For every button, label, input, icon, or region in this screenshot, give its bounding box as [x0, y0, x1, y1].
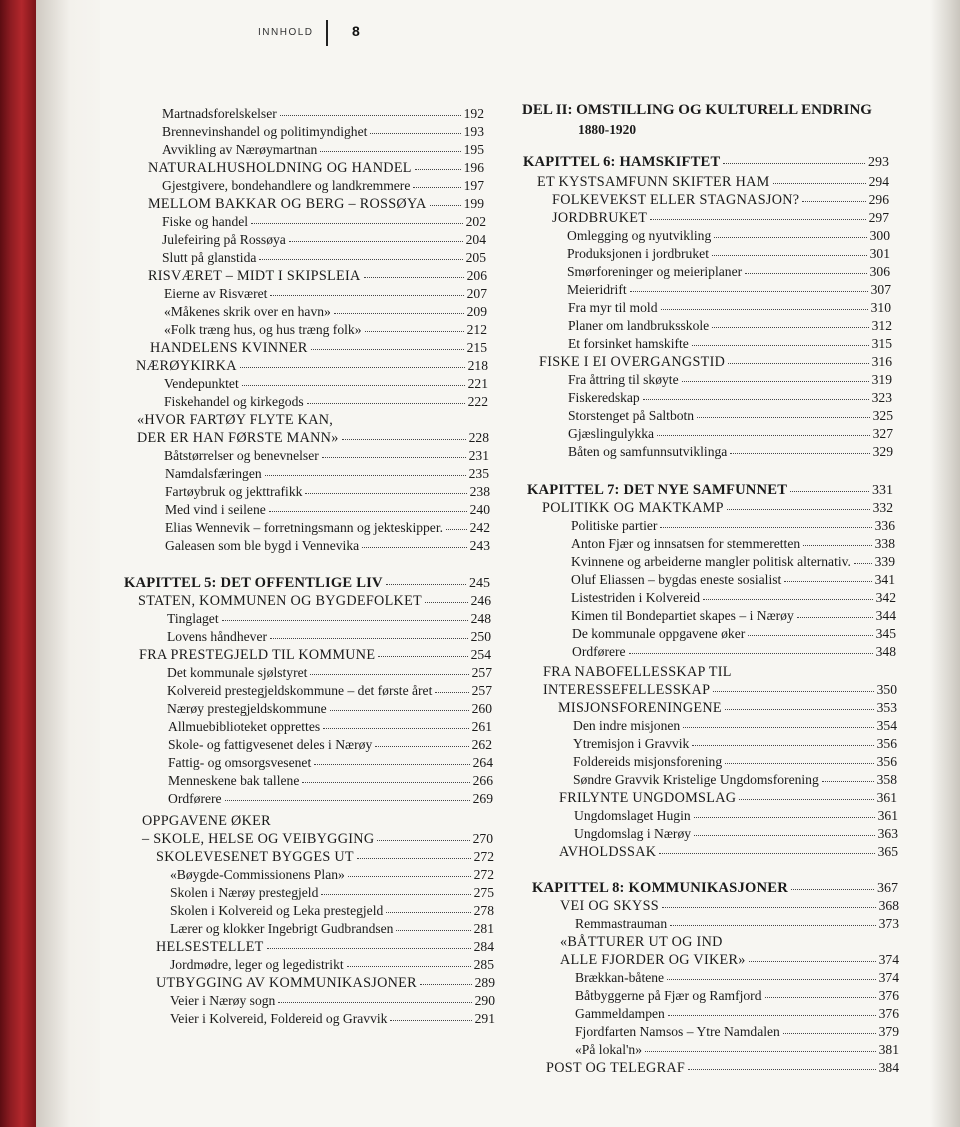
toc-entry-title: Politiske partier — [571, 518, 658, 533]
toc-entry-title: Den indre misjonen — [573, 718, 681, 733]
toc-entry — [572, 645, 896, 659]
toc-entry-page: 379 — [878, 1024, 899, 1039]
toc-entry-page: 284 — [473, 939, 494, 954]
dot-leader — [748, 635, 872, 636]
dot-leader — [683, 727, 873, 728]
toc-entry-page: 290 — [474, 993, 495, 1008]
toc-entry-page: 344 — [875, 608, 896, 623]
toc-entry-title: Gjæslingulykka — [568, 426, 655, 441]
dot-leader — [703, 599, 873, 600]
toc-entry — [571, 609, 896, 623]
toc-entry-title: Brennevinshandel og politimyndighet — [162, 124, 368, 139]
toc-entry-title: Foldereids misjonsforening — [573, 754, 723, 769]
toc-entry-page: 269 — [472, 791, 493, 806]
toc-entry-title: KAPITTEL 5: DET OFFENTLIGE LIV — [124, 575, 383, 591]
toc-entry-title: POST OG TELEGRAF — [546, 1060, 686, 1076]
dot-leader — [854, 563, 872, 564]
toc-entry — [568, 319, 892, 333]
toc-entry-title: Lovens håndhever — [167, 629, 268, 644]
toc-entry-page: 354 — [876, 718, 897, 733]
dot-leader — [661, 309, 868, 310]
toc-entry — [571, 591, 896, 605]
toc-entry-title: Listestriden i Kolvereid — [571, 590, 701, 605]
toc-entry — [568, 445, 893, 459]
toc-entry-page: 215 — [466, 340, 487, 355]
toc-entry-title: «HVOR FARTØY FLYTE KAN, — [137, 412, 334, 428]
toc-entry-page: 358 — [876, 772, 897, 787]
toc-entry — [568, 373, 892, 387]
dot-leader — [692, 345, 869, 346]
toc-entry-title: Fattig- og omsorgsvesenet — [168, 755, 312, 770]
toc-entry-title: KAPITTEL 8: KOMMUNIKASJONER — [532, 880, 788, 896]
toc-entry-title: Ordførere — [572, 644, 626, 659]
toc-entry — [552, 193, 889, 207]
toc-entry — [573, 719, 897, 733]
toc-entry-title: Avvikling av Nærøymartnan — [162, 142, 318, 157]
toc-entry — [567, 283, 891, 297]
toc-entry-page: 264 — [472, 755, 493, 770]
toc-entry-title: FRA NABOFELLESSKAP TIL — [543, 664, 732, 680]
toc-entry-page: 376 — [878, 988, 899, 1003]
toc-entry-title: Veier i Kolvereid, Foldereid og Gravvik — [170, 1011, 388, 1026]
toc-entry-title: Elias Wennevik – forretningsmann og jekteskipper. — [165, 520, 444, 535]
toc-entry-page: 272 — [473, 849, 494, 864]
toc-entry-page: 199 — [463, 196, 484, 211]
toc-entry-page: 222 — [467, 394, 488, 409]
dot-leader — [650, 219, 865, 220]
toc-entry-page: 368 — [878, 898, 899, 913]
toc-entry-title: Storstenget på Saltbotn — [568, 408, 695, 423]
toc-entry-page: 306 — [869, 264, 890, 279]
toc-entry-title: Søndre Gravvik Kristelige Ungdomsforening — [573, 772, 819, 787]
dot-leader — [783, 1033, 876, 1034]
toc-entry-page: 291 — [474, 1011, 495, 1026]
toc-entry-page: 316 — [871, 354, 892, 369]
toc-entry-title: Brækkan-båtene — [575, 970, 665, 985]
toc-entry-title: NATURALHUSHOLDNING OG HANDEL — [148, 160, 412, 176]
toc-entry-page: 338 — [874, 536, 895, 551]
toc-entry-page: 373 — [878, 916, 899, 931]
dot-leader — [667, 979, 876, 980]
dot-leader — [660, 527, 871, 528]
toc-entry-title: Fjordfarten Namsos – Ytre Namdalen — [575, 1024, 780, 1039]
toc-entry — [574, 827, 898, 841]
toc-entry-page: 376 — [878, 1006, 899, 1021]
toc-entry-page: 296 — [868, 192, 889, 207]
toc-entry-title: Fra åttring til skøyte — [568, 372, 679, 387]
toc-entry-title: SKOLEVESENET BYGGES UT — [156, 849, 354, 865]
toc-entry-title: Meieridrift — [567, 282, 627, 297]
dot-leader — [688, 1069, 876, 1070]
toc-entry — [527, 483, 893, 498]
toc-entry-title: AVHOLDSSAK — [559, 844, 657, 860]
toc-entry-page: 206 — [466, 268, 487, 283]
toc-entry-page: 323 — [871, 390, 892, 405]
toc-entry-title: «Bøygde-Commissionens Plan» — [170, 867, 345, 882]
toc-entry-page: 353 — [876, 700, 897, 715]
toc-entry-title: Nærøy prestegjeldskommune — [167, 701, 327, 716]
toc-entry-title: INTERESSEFELLESSKAP — [543, 682, 711, 698]
toc-entry-title: Ytremisjon i Gravvik — [573, 736, 690, 751]
toc-entry-page: 345 — [875, 626, 896, 641]
toc-entry-title: Anton Fjær og innsatsen for stemmeretten — [571, 536, 801, 551]
toc-entry-title: FOLKEVEKST ELLER STAGNASJON? — [552, 192, 800, 208]
toc-entry-page: 289 — [474, 975, 495, 990]
dot-leader — [727, 509, 870, 510]
toc-entry-title: Fiskehandel og kirkegods — [164, 394, 304, 409]
dot-leader — [802, 201, 865, 202]
toc-entry-title: Galeasen som ble bygd i Vennevika — [165, 538, 360, 553]
toc-entry-title: Det kommunale sjølstyret — [167, 665, 308, 680]
toc-entry — [543, 683, 897, 697]
toc-entry-title: Fra myr til mold — [568, 300, 658, 315]
toc-entry-page: 350 — [876, 682, 897, 697]
toc-entry — [560, 899, 899, 913]
toc-entry — [571, 519, 895, 533]
toc-entry — [568, 391, 892, 405]
toc-entry-page: 218 — [467, 358, 488, 373]
toc-entry-title: Tinglaget — [167, 611, 219, 626]
toc-entry — [537, 175, 889, 189]
toc-entry-page: 365 — [877, 844, 898, 859]
toc-entry-title: Slutt på glanstida — [162, 250, 257, 265]
dot-leader — [773, 183, 866, 184]
toc-entry-title: UTBYGGING AV KOMMUNIKASJONER — [156, 975, 417, 991]
toc-entry-page: 374 — [878, 970, 899, 985]
toc-entry-page: 240 — [469, 502, 490, 517]
toc-entry — [574, 809, 898, 823]
toc-entry — [567, 265, 890, 279]
toc-entry-page: 209 — [466, 304, 487, 319]
toc-entry — [573, 773, 897, 787]
toc-entry-title: Kolvereid prestegjeldskommune – det første året — [167, 683, 433, 698]
dot-leader — [670, 925, 875, 926]
toc-entry — [560, 935, 723, 949]
toc-entry-title: Fiske og handel — [162, 214, 249, 229]
toc-entry-title: Vendepunktet — [164, 376, 239, 391]
toc-entry-title: Båten og samfunnsutviklinga — [568, 444, 728, 459]
toc-entry-title: Martnadsforelskelser — [162, 106, 277, 121]
toc-entry — [539, 355, 892, 369]
toc-entry-page: 238 — [469, 484, 490, 499]
toc-entry-page: 260 — [471, 701, 492, 716]
dot-leader — [657, 435, 870, 436]
toc-entry-page: 381 — [878, 1042, 899, 1057]
toc-entry-page: 257 — [471, 665, 492, 680]
toc-entry-title: «Folk træng hus, og hus træng folk» — [164, 322, 362, 337]
toc-entry-page: 327 — [872, 426, 893, 441]
toc-entry-page: 384 — [878, 1060, 899, 1075]
toc-entry — [560, 953, 899, 967]
toc-entry — [571, 573, 895, 587]
toc-entry-page: 228 — [468, 430, 489, 445]
toc-entry-title: DER ER HAN FØRSTE MANN» — [137, 430, 339, 446]
toc-entry-page: 315 — [871, 336, 892, 351]
toc-entry-title: Båtbyggerne på Fjær og Ramfjord — [575, 988, 762, 1003]
toc-entry-page: 257 — [471, 683, 492, 698]
toc-entry-page: 196 — [463, 160, 484, 175]
toc-entry-title: ALLE FJORDER OG VIKER» — [560, 952, 746, 968]
dot-leader — [822, 781, 874, 782]
toc-entry-title: Omlegging og nyutvikling — [567, 228, 712, 243]
dot-leader — [784, 581, 871, 582]
toc-entry-page: 342 — [875, 590, 896, 605]
toc-entry-title: Gjestgivere, bondehandlere og landkremmere — [162, 178, 411, 193]
toc-entry-title: RISVÆRET – MIDT I SKIPSLEIA — [148, 268, 361, 284]
toc-entry-page: 294 — [868, 174, 889, 189]
toc-entry-title: Produksjonen i jordbruket — [567, 246, 709, 261]
toc-entry — [573, 755, 897, 769]
toc-entry-title: Menneskene bak tallene — [168, 773, 300, 788]
toc-entry-title: Båtstørrelser og benevnelser — [164, 448, 319, 463]
toc-entry-page: 363 — [877, 826, 898, 841]
toc-entry — [573, 737, 897, 751]
toc-entry-page: 300 — [869, 228, 890, 243]
dot-leader — [662, 907, 876, 908]
toc-entry-page: 192 — [463, 106, 484, 121]
dot-leader — [682, 381, 869, 382]
toc-entry-title: Allmuebiblioteket opprettes — [168, 719, 321, 734]
dot-leader — [749, 961, 876, 962]
toc-entry — [571, 537, 895, 551]
toc-entry-page: 204 — [465, 232, 486, 247]
page-number: 8 — [352, 23, 360, 39]
toc-entry — [575, 917, 899, 931]
toc-entry-page: 285 — [473, 957, 494, 972]
toc-entry — [575, 971, 899, 985]
toc-entry-title: JORDBRUKET — [552, 210, 648, 226]
toc-entry-title: Ungdomslaget Hugin — [574, 808, 691, 823]
toc-entry-page: 242 — [469, 520, 490, 535]
toc-entry-page: 246 — [470, 593, 491, 608]
toc-entry-title: Remmastrauman — [575, 916, 668, 931]
toc-entry-page: 245 — [469, 576, 490, 591]
toc-entry-page: 332 — [872, 500, 893, 515]
toc-entry-page: 248 — [470, 611, 491, 626]
toc-entry-title: DEL II: OMSTILLING OG KULTURELL ENDRING — [522, 102, 872, 118]
toc-entry-title: MELLOM BAKKAR OG BERG – ROSSØYA — [148, 196, 427, 212]
toc-entry-title: FISKE I EI OVERGANGSTID — [539, 354, 726, 370]
toc-entry — [523, 155, 889, 170]
toc-entry — [575, 989, 899, 1003]
toc-entry — [542, 501, 893, 515]
toc-entry-page: 293 — [868, 155, 889, 170]
toc-entry-page: 243 — [469, 538, 490, 553]
toc-entry-page: 339 — [874, 554, 895, 569]
toc-entry-page: 367 — [877, 881, 898, 896]
toc-entry-title: HELSESTELLET — [156, 939, 264, 955]
toc-entry — [578, 123, 636, 136]
toc-entry — [568, 337, 892, 351]
dot-leader — [725, 709, 874, 710]
toc-entry-page: 331 — [872, 483, 893, 498]
dot-leader — [739, 799, 873, 800]
toc-entry-title: Skolen i Kolvereid og Leka prestegjeld — [170, 903, 384, 918]
toc-entry-page: 281 — [473, 921, 494, 936]
toc-entry-page: 329 — [872, 444, 893, 459]
toc-entry-page: 262 — [471, 737, 492, 752]
toc-entry-title: Veier i Nærøy sogn — [170, 993, 276, 1008]
toc-entry — [575, 1043, 899, 1057]
dot-leader — [694, 817, 875, 818]
dot-leader — [694, 835, 875, 836]
dot-leader — [629, 653, 873, 654]
toc-entry-page: 310 — [870, 300, 891, 315]
toc-entry-page: 301 — [869, 246, 890, 261]
toc-entry — [559, 845, 898, 859]
toc-entry-page: 297 — [868, 210, 889, 225]
toc-entry-page: 205 — [465, 250, 486, 265]
toc-entry — [575, 1007, 899, 1021]
toc-entry-title: De kommunale oppgavene øker — [572, 626, 746, 641]
dot-leader — [725, 763, 873, 764]
toc-entry-page: 307 — [870, 282, 891, 297]
toc-entry-title: Et forsinket hamskifte — [568, 336, 689, 351]
toc-entry-title: Kvinnene og arbeiderne mangler politisk alternativ. — [571, 554, 851, 569]
toc-entry-page: 275 — [473, 885, 494, 900]
toc-entry-title: «BÅTTURER UT OG IND — [560, 934, 723, 950]
toc-entry-page: 336 — [874, 518, 895, 533]
toc-entry-title: Jordmødre, leger og legedistrikt — [170, 957, 344, 972]
toc-entry — [568, 301, 891, 315]
toc-entry — [567, 247, 890, 261]
toc-entry-page: 250 — [470, 629, 491, 644]
toc-entry-title: STATEN, KOMMUNEN OG BYGDEFOLKET — [138, 593, 423, 609]
dot-leader — [714, 237, 866, 238]
toc-entry-page: 361 — [877, 808, 898, 823]
toc-entry-page: 235 — [468, 466, 489, 481]
toc-entry-title: Ordførere — [168, 791, 222, 806]
dot-leader — [791, 889, 874, 890]
toc-entry-title: Lærer og klokker Ingebrigt Gudbrandsen — [170, 921, 394, 936]
toc-entry-page: 195 — [463, 142, 484, 157]
toc-entry-title: Kimen til Bondepartiet skapes – i Nærøy — [571, 608, 794, 623]
toc-entry-title: Oluf Eliassen – bygdas eneste sosialist — [571, 572, 782, 587]
toc-entry-title: 1880-1920 — [578, 122, 637, 137]
toc-entry-title: «Måkenes skrik over en havn» — [164, 304, 331, 319]
toc-entry-title: Skolen i Nærøy prestegjeld — [170, 885, 319, 900]
toc-entry — [558, 701, 897, 715]
toc-entry — [543, 665, 732, 679]
dot-leader — [765, 997, 876, 998]
dot-leader — [643, 399, 869, 400]
toc-entry-page: 270 — [472, 831, 493, 846]
toc-entry-title: KAPITTEL 6: HAMSKIFTET — [523, 154, 721, 170]
dot-leader — [692, 745, 873, 746]
toc-entry-page: 356 — [876, 736, 897, 751]
toc-entry-page: 266 — [472, 773, 493, 788]
toc-entry-page: 319 — [871, 372, 892, 387]
toc-entry-page: 231 — [468, 448, 489, 463]
toc-entry-title: Gammeldampen — [575, 1006, 665, 1021]
toc-entry-page: 272 — [473, 867, 494, 882]
toc-entry-page: 261 — [471, 719, 492, 734]
toc-entry-title: Julefeiring på Rossøya — [162, 232, 286, 247]
toc-entry-title: Ungdomslag i Nærøy — [574, 826, 692, 841]
toc-entry-page: 207 — [466, 286, 487, 301]
toc-entry-page: 325 — [872, 408, 893, 423]
toc-entry-page: 221 — [467, 376, 488, 391]
header-label: INNHOLD — [258, 27, 314, 38]
toc-entry — [575, 1025, 899, 1039]
toc-entry-title: «På lokal'n» — [575, 1042, 643, 1057]
dot-leader — [668, 1015, 876, 1016]
dot-leader — [630, 291, 868, 292]
dot-leader — [745, 273, 866, 274]
dot-leader — [697, 417, 870, 418]
toc-entry-page: 212 — [466, 322, 487, 337]
toc-entry-title: Planer om landbruksskole — [568, 318, 710, 333]
toc-entry — [552, 211, 889, 225]
toc-entry-title: Smørforeninger og meieriplaner — [567, 264, 743, 279]
toc-entry-page: 254 — [470, 647, 491, 662]
toc-entry-title: NÆRØYKIRKA — [136, 358, 237, 374]
toc-entry — [572, 627, 896, 641]
dot-leader — [645, 1051, 876, 1052]
toc-entry-title: Eierne av Risværet — [164, 286, 268, 301]
toc-entry — [571, 555, 895, 569]
toc-entry — [532, 881, 898, 896]
toc-entry-title: KAPITTEL 7: DET NYE SAMFUNNET — [527, 482, 788, 498]
toc-entry-title: Fartøybruk og jekttrafikk — [165, 484, 303, 499]
toc-entry-page: 361 — [876, 790, 897, 805]
toc-entry-page: 197 — [463, 178, 484, 193]
toc-entry-title: Med vind i seilene — [165, 502, 266, 517]
dot-leader — [659, 853, 874, 854]
toc-entry — [568, 409, 893, 423]
toc-entry-title: Namdalsfæringen — [165, 466, 262, 481]
toc-entry — [559, 791, 897, 805]
toc-entry-page: 312 — [871, 318, 892, 333]
toc-entry-title: FRA PRESTEGJELD TIL KOMMUNE — [139, 647, 376, 663]
toc-entry-title: POLITIKK OG MAKTKAMP — [542, 500, 724, 516]
toc-entry-page: 202 — [465, 214, 486, 229]
toc-entry-page: 278 — [473, 903, 494, 918]
toc-entry-title: Fiskeredskap — [568, 390, 640, 405]
toc-entry-title: – SKOLE, HELSE OG VEIBYGGING — [142, 831, 375, 847]
toc-entry — [567, 229, 890, 243]
toc-entry-title: MISJONSFORENINGENE — [558, 700, 722, 716]
dot-leader — [730, 453, 869, 454]
toc-entry-title: VEI OG SKYSS — [560, 898, 659, 914]
dot-leader — [797, 617, 873, 618]
toc-entry-title: ET KYSTSAMFUNN SKIFTER HAM — [537, 174, 770, 190]
toc-entry-title: FRILYNTE UNGDOMSLAG — [559, 790, 737, 806]
dot-leader — [728, 363, 868, 364]
toc-entry-page: 341 — [874, 572, 895, 587]
dot-leader — [723, 163, 865, 164]
toc-entry — [522, 103, 872, 118]
dot-leader — [712, 255, 867, 256]
toc-entry-page: 374 — [878, 952, 899, 967]
dot-leader — [803, 545, 871, 546]
toc-entry-page: 356 — [876, 754, 897, 769]
dot-leader — [790, 491, 869, 492]
toc-entry-title: HANDELENS KVINNER — [150, 340, 308, 356]
dot-leader — [713, 691, 873, 692]
dot-leader — [712, 327, 868, 328]
toc-entry — [546, 1061, 899, 1075]
toc-entry-title: Skole- og fattigvesenet deles i Nærøy — [168, 737, 373, 752]
toc-entry-page: 348 — [875, 644, 896, 659]
toc-entry-page: 193 — [463, 124, 484, 139]
toc-entry-title: OPPGAVENE ØKER — [142, 813, 271, 829]
toc-entry — [568, 427, 893, 441]
